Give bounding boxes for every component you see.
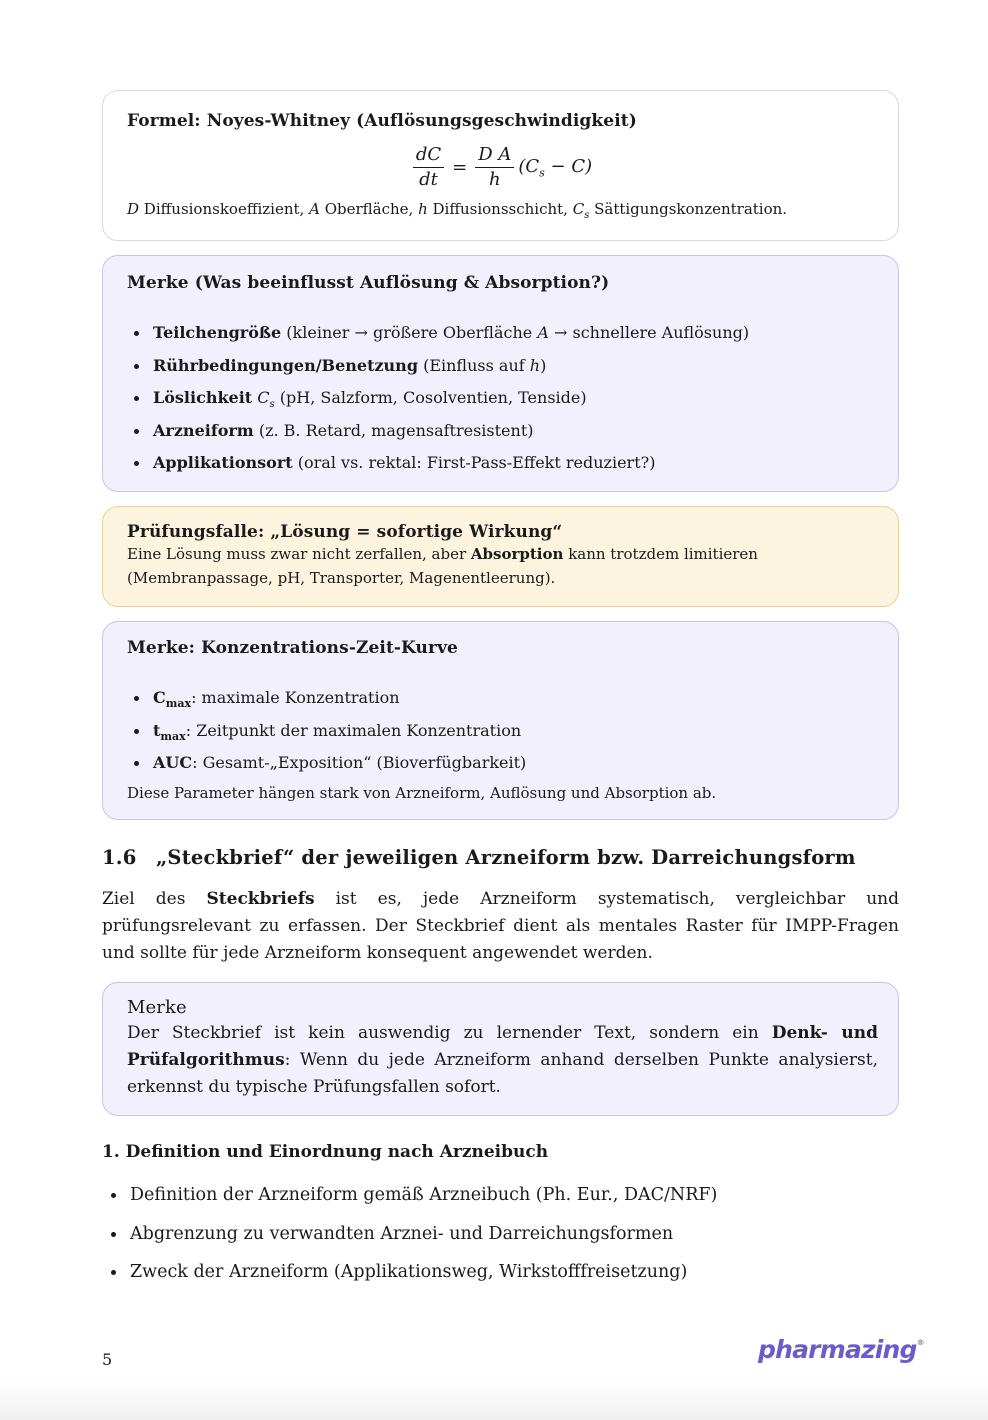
list-item: AUC: Gesamt-„Exposition“ (Bioverfügbarkeit) xyxy=(127,747,526,780)
merke-steckbrief-title: Merke xyxy=(127,997,187,1018)
formula-lhs: $\frac{dC}{dt}$ xyxy=(413,145,444,190)
page-number: 5 xyxy=(102,1350,113,1369)
subsection-heading: 1. Definition und Einordnung nach Arzneibuch xyxy=(102,1142,549,1162)
intro-paragraph: Ziel des Steckbriefs ist es, jede Arzneiform systematisch, vergleichbar und prüfungsrelevant zu erfassen. Der Steckbrief dient als mentales Raster für IMPP-Fragen und sollte für jede Arzneiform konsequent angewendet werden. xyxy=(102,889,899,963)
list-item: $t_{max}$: Zeitpunkt der maximalen Konzentration xyxy=(127,715,526,748)
merke-curve-list xyxy=(127,682,526,780)
merke-curve-title: Merke: Konzentrations-Zeit-Kurve xyxy=(127,638,458,658)
merke-curve-footer: Diese Parameter hängen stark von Arzneiform, Auflösung und Absorption ab. xyxy=(127,784,717,802)
exam-trap-box xyxy=(102,506,899,607)
noyes-whitney-formula: $\frac{dC}{dt}$ = $\frac{\text{D A}}{h}$ $(C_s - C)$ xyxy=(103,145,898,190)
pharmazing-logo: pharmazing® xyxy=(758,1335,924,1364)
formula-legend: D Diffusionskoeffizient, A Oberfläche, h Diffusionsschicht, $C_s$ Sättigungskonzentration. xyxy=(127,200,788,221)
formula-box xyxy=(102,90,899,241)
subsection-list xyxy=(102,1176,717,1292)
merke-absorption-title: Merke (Was beeinflusst Auflösung & Absorption?) xyxy=(127,273,610,293)
list-item: Abgrenzung zu verwandten Arznei- und Darreichungsformen xyxy=(102,1215,717,1254)
merke-steckbrief-box xyxy=(102,982,899,1116)
list-item: Rührbedingungen/Benetzung (Einfluss auf h) xyxy=(127,350,749,383)
list-item: Teilchengröße (kleiner → größere Oberfläche A → schnellere Auflösung) xyxy=(127,317,749,350)
merke-steckbrief-text: Der Steckbrief ist kein auswendig zu lernender Text, sondern ein Denk- und Prüfalgorithmus: Wenn du jede Arzneiform anhand derselben Punkte analysierst, erkennst du typische Prüfungsfallen sofort. xyxy=(127,1023,878,1097)
list-item: Applikationsort (oral vs. rektal: First-Pass-Effekt reduziert?) xyxy=(127,447,749,480)
merke-absorption-list xyxy=(127,317,749,480)
list-item: $C_{max}$: maximale Konzentration xyxy=(127,682,526,715)
merke-absorption-box xyxy=(102,255,899,492)
page-bottom-shade xyxy=(0,1380,988,1420)
list-item: Arzneiform (z. B. Retard, magensaftresistent) xyxy=(127,415,749,448)
list-item: Definition der Arzneiform gemäß Arzneibuch (Ph. Eur., DAC/NRF) xyxy=(102,1176,717,1215)
section-heading: 1.6 „Steckbrief“ der jeweiligen Arzneiform bzw. Darreichungsform xyxy=(102,846,856,869)
formula-title: Formel: Noyes-Whitney (Auflösungsgeschwindigkeit) xyxy=(127,111,637,131)
list-item: Zweck der Arzneiform (Applikationsweg, Wirkstofffreisetzung) xyxy=(102,1253,717,1292)
formula-rhs-fraction: $\frac{\text{D A}}{h}$ xyxy=(475,145,514,190)
exam-trap-title: Prüfungsfalle: „Lösung = sofortige Wirkung“ xyxy=(127,522,563,542)
merke-curve-box xyxy=(102,621,899,820)
formula-rhs-tail: $(C_s - C)$ xyxy=(518,155,593,180)
exam-trap-text: Eine Lösung muss zwar nicht zerfallen, aber Absorption kann trotzdem limitieren (Membranpassage, pH, Transporter, Magenentleerung). xyxy=(127,545,758,587)
list-item: Löslichkeit $C_s$ (pH, Salzform, Cosolventien, Tenside) xyxy=(127,382,749,415)
